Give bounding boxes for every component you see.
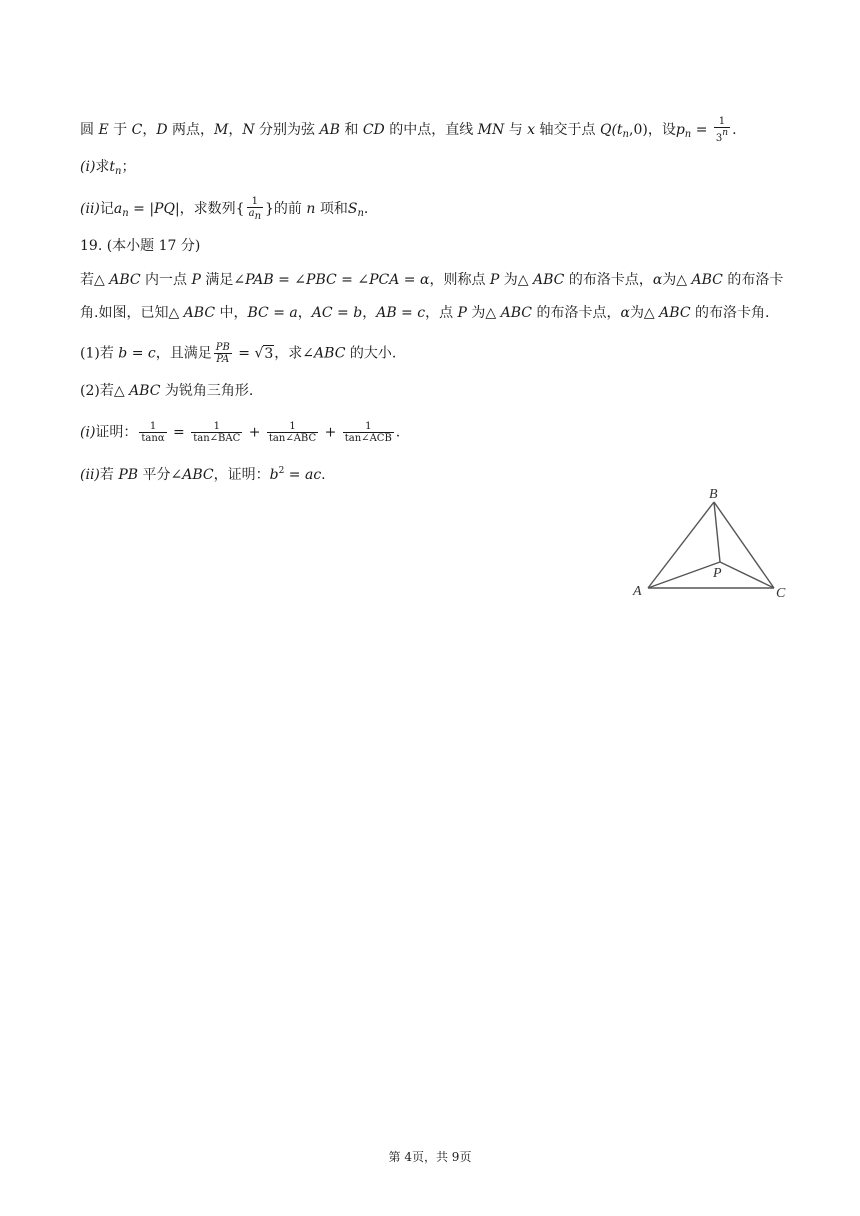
question-i-find-tn: (i)求$t_n$；	[80, 159, 136, 177]
label-b: B	[709, 487, 718, 502]
question-1-line: (1)若 b = c，且满足 $\frac{PB}{PA}$ = √3，求∠ABC 的大小.	[80, 342, 397, 365]
side-bc	[714, 502, 774, 588]
brocard-angle-line: 角.如图，已知△ ABC 中，BC = a，AC = b，AB = c，点 P 为△ ABC 的布洛卡点，α为△ ABC 的布洛卡角.	[80, 305, 770, 321]
fraction-1-over-tan-abc: $\frac{1}{\text{tan∠ABC}}$	[268, 421, 317, 444]
fraction-1-over-tan-acb: $\frac{1}{\text{tan∠ACB}}$	[344, 421, 392, 444]
label-a: A	[633, 584, 642, 599]
fraction-pb-over-pa: $\frac{PB}{PA}$	[215, 342, 230, 365]
brocard-definition-line: 若△ ABC 内一点 P 满足∠PAB = ∠PBC = ∠PCA = α，则称点 P 为△ ABC 的布洛卡点，α为△ ABC 的布洛卡	[80, 272, 784, 288]
label-c: C	[776, 586, 786, 601]
fraction-1-over-tan-alpha: $\frac{1}{\tan\alpha}$	[141, 421, 165, 444]
fraction-1-over-tan-bac: $\frac{1}{\text{tan∠BAC}}$	[193, 421, 241, 444]
question-2ii-line: (ii)若 PB 平分∠ABC，证明：$b^2$ = ac.	[80, 466, 326, 483]
label-p: P	[713, 566, 722, 581]
question-2i-proof-line: (i)证明： $\frac{1}{\tan\alpha}$ = $\frac{1}{\text{tan∠BAC}}$ + $\frac{1}{\text{tan∠ABC}}$ + $\frac{1}{\text{tan∠ACB}}$ .	[80, 421, 401, 444]
fraction-one-over-3n: $\frac{1}{3n}$	[715, 116, 729, 144]
text-line-circle-intersection: 圆 E 于 C，D 两点，M，N 分别为弦 AB 和 CD 的中点，直线 MN 与 x 轴交于点 $Q(t_n,0)$，设$p_n$ = $\frac{1}{3n}$ .	[80, 116, 737, 144]
segment-cp	[720, 562, 774, 588]
triangle-abc-figure	[628, 482, 798, 604]
fraction-one-over-an: $\frac{1}{an}$	[248, 196, 262, 222]
segment-bp	[714, 502, 720, 562]
page-footer: 第 4页，共 9页	[388, 1150, 472, 1164]
question-2-line: (2)若△ ABC 为锐角三角形.	[80, 383, 254, 399]
problem-19-header: 19. (本小题 17 分)	[80, 238, 201, 254]
side-ab	[648, 502, 714, 588]
question-ii-sum: (ii)记$a_n = |PQ|$，求数列{ $\frac{1}{an}$ }的前 n 项和$S_n$.	[80, 196, 369, 222]
